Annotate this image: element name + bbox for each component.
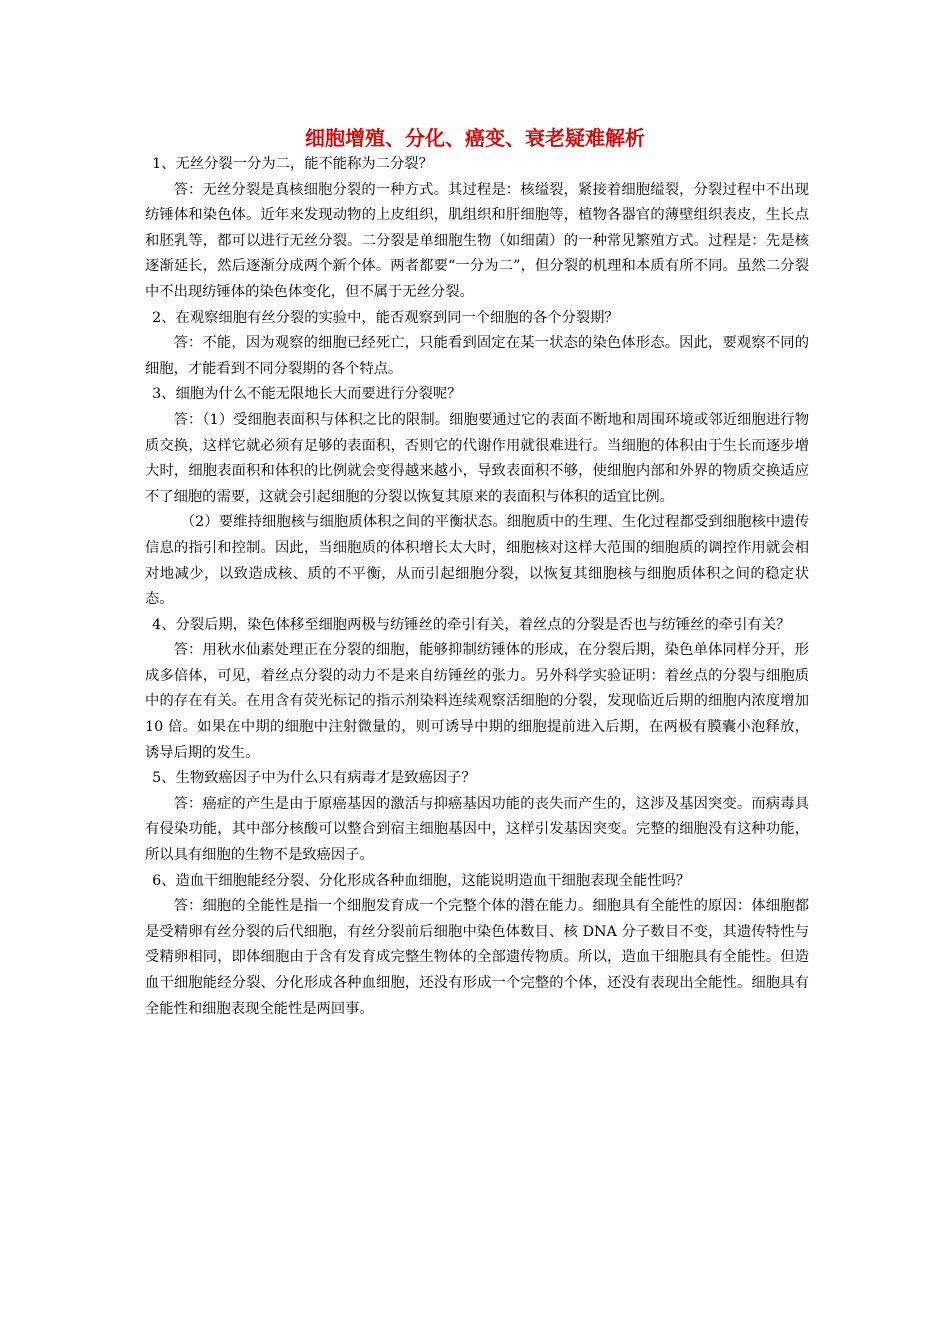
question-5: 5、生物致癌因子中为什么只有病毒才是致癌因子？	[152, 770, 476, 787]
answer-3-part-1: 答：（1）受细胞表面积与体积之比的限制。细胞要通过它的表面不断地和周围环境或邻近细胞进行物质交换，这样它就必须有足够的表面积，否则它的代谢作用就很难进行。当细胞的体积由于生长而逐步增大时，细胞表面积和体积的比例就会变得越来越小，导致表面积不够，使细胞内部和外界的物质交换适应不了细胞的需要，这就会引起细胞的分裂以恢复其原来的表面积与体积的适宜比例。	[145, 411, 809, 505]
document-title: 细胞增殖、分化、癌变、衰老疑难解析	[305, 126, 645, 150]
answer-5: 答：癌症的产生是由于原癌基因的激活与抑癌基因功能的丧失而产生的，这涉及基因突变。而病毒具有侵染功能，其中部分核酸可以整合到宿主细胞基因中，这样引发基因突变。完整的细胞没有这种功能，所以具有细胞的生物不是致癌因子。	[145, 795, 809, 864]
document-body	[145, 152, 809, 1022]
answer-3-part-2: （2）要维持细胞核与细胞质体积之间的平衡状态。细胞质中的生理、生化过程都受到细胞核中遗传信息的指引和控制。因此，当细胞质的体积增长太大时，细胞核对这样大范围的细胞质的调控作用就会相对地减少，以致造成核、质的不平衡，从而引起细胞分裂，以恢复其细胞核与细胞质体积之间的稳定状态。	[145, 514, 809, 608]
answer-1: 答：无丝分裂是真核细胞分裂的一种方式。其过程是：核缢裂，紧接着细胞缢裂，分裂过程中不出现纺锤体和染色体。近年来发现动物的上皮组织，肌组织和肝细胞等，植物各器官的薄壁组织表皮，生长点和胚乳等，都可以进行无丝分裂。二分裂是单细胞生物（如细菌）的一种常见繁殖方式。过程是：先是核逐渐延长，然后逐渐分成两个新个体。两者都要“一分为二”，但分裂的机理和本质有所不同。虽然二分裂中不出现纺锤体的染色体变化，但不属于无丝分裂。	[145, 181, 809, 300]
answer-2: 答：不能，因为观察的细胞已经死亡，只能看到固定在某一状态的染色体形态。因此，要观察不同的细胞，才能看到不同分裂期的各个特点。	[145, 335, 809, 377]
question-4: 4、分裂后期，染色体移至细胞两极与纺锤丝的牵引有关，着丝点的分裂是否也与纺锤丝的牵引有关？	[152, 616, 791, 633]
question-3: 3、细胞为什么不能无限地长大而要进行分裂呢？	[152, 386, 462, 403]
question-2: 2、在观察细胞有丝分裂的实验中，能否观察到同一个细胞的各个分裂期？	[152, 309, 619, 326]
question-6: 6、造血干细胞能经分裂、分化形成各种血细胞，这能说明造血干细胞表现全能性吗？	[152, 872, 691, 889]
answer-6: 答：细胞的全能性是指一个细胞发育成一个完整个体的潜在能力。细胞具有全能性的原因：体细胞都是受精卵有丝分裂的后代细胞，有丝分裂前后细胞中染色体数目、核 DNA 分子数目不变，其遗传特性与受精卵相同，即体细胞由于含有发育成完整生物体的全部遗传物质。所以，造血干细胞具有全能性。但造血干细胞能经分裂、分化形成各种血细胞，还没有形成一个完整的个体，还没有表现出全能性。细胞具有全能性和细胞表现全能性是两回事。	[145, 898, 809, 1017]
answer-4: 答：用秋水仙素处理正在分裂的细胞，能够抑制纺锤体的形成，在分裂后期，染色单体同样分开，形成多倍体，可见，着丝点分裂的动力不是来自纺锤丝的张力。另外科学实验证明：着丝点的分裂与细胞质中的存在有关。在用含有荧光标记的指示剂染料连续观察活细胞的分裂，发现临近后期的细胞内浓度增加 10 倍。如果在中期的细胞中注射微量的，则可诱导中期的细胞提前进入后期，在两极有膜囊小泡释放，诱导后期的发生。	[145, 642, 809, 761]
question-1: 1、无丝分裂一分为二，能不能称为二分裂？	[152, 156, 433, 172]
